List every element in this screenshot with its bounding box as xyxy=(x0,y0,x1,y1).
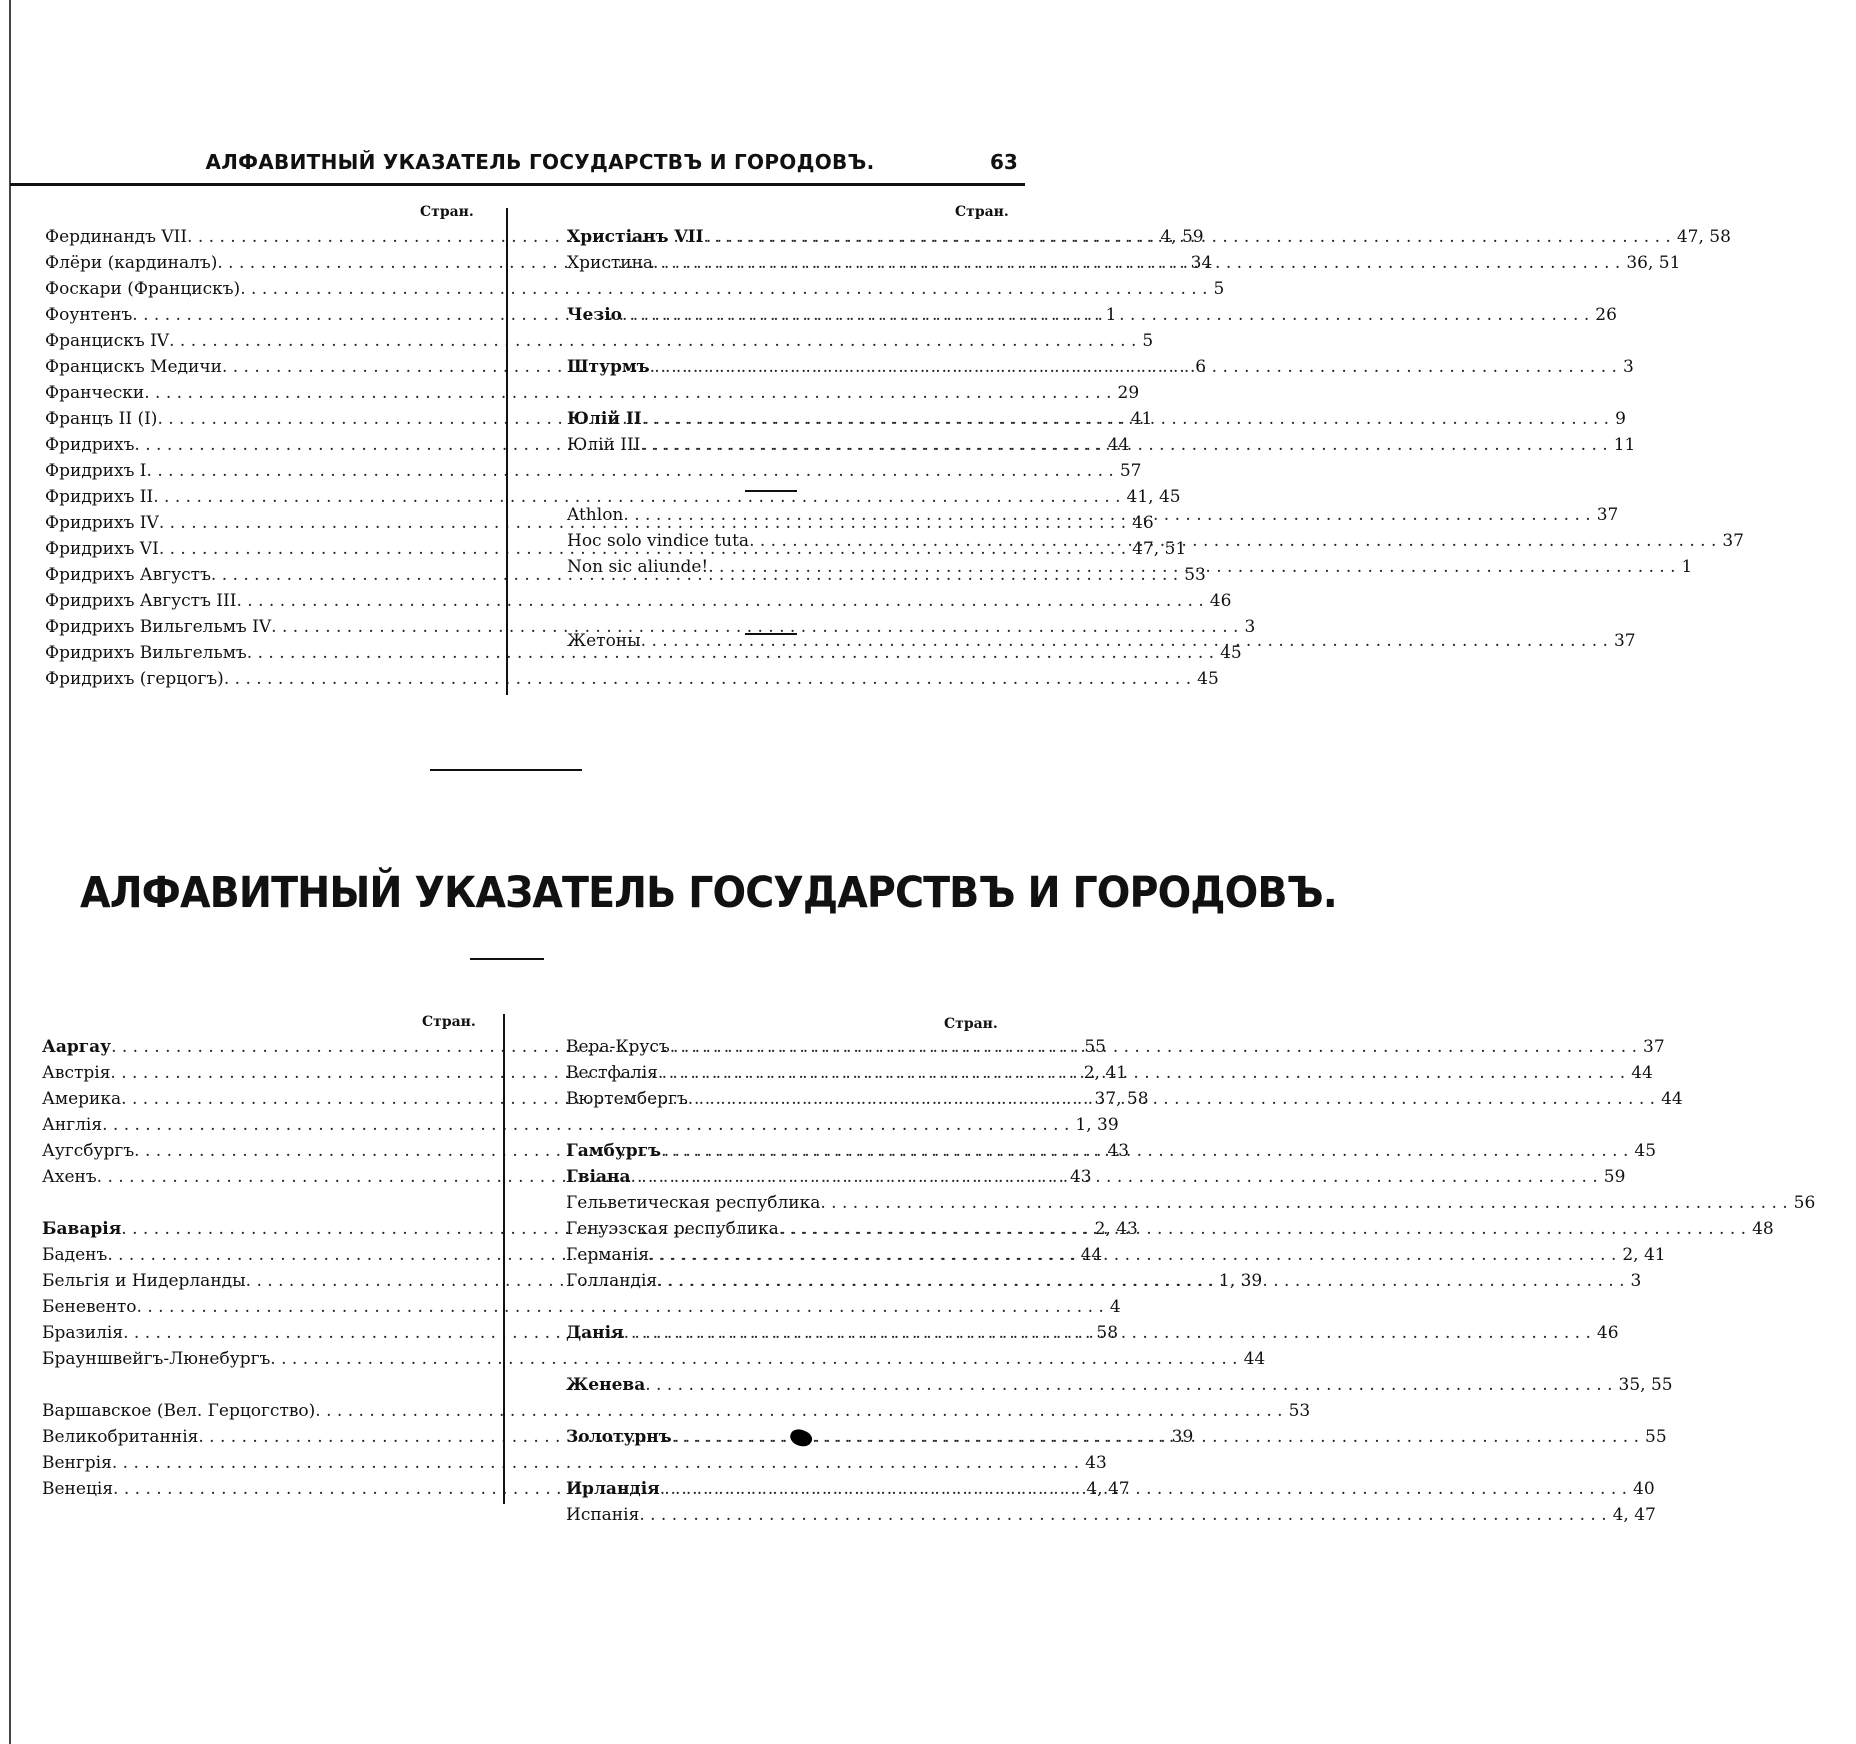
leader-dots xyxy=(661,1138,1628,1164)
page-edge-line xyxy=(9,0,11,1744)
entry-pages: 6 xyxy=(1195,357,1207,377)
leader-dots xyxy=(708,554,1675,580)
leader-dots xyxy=(820,1190,1787,1216)
entry-name: Фердинандъ VII xyxy=(45,227,188,247)
entry-pages: 43 xyxy=(1107,1141,1130,1161)
index-entry xyxy=(45,380,1140,406)
entry-pages: 46 xyxy=(1209,591,1232,611)
entry-pages: 37 xyxy=(1722,531,1744,551)
entry-name: Фридрихъ II xyxy=(45,487,154,507)
entry-pages: 37 xyxy=(1613,631,1636,651)
leader-dots xyxy=(640,432,1607,458)
entry-name: Фридрихъ Августъ III xyxy=(45,591,237,611)
entry-name: Испанія xyxy=(566,1505,640,1525)
leader-dots xyxy=(642,406,1609,432)
entry-pages: 44 xyxy=(1631,1063,1653,1083)
entry-pages: 11 xyxy=(1613,435,1636,455)
entry-pages: 37 xyxy=(1643,1037,1665,1057)
entry-pages: 44 xyxy=(1661,1089,1683,1109)
entry-pages: 44 xyxy=(1107,435,1130,455)
entry-pages: 2, 41 xyxy=(1622,1245,1666,1265)
entry-name: Генуэзская республика xyxy=(566,1219,779,1239)
entry-name: Голландія xyxy=(566,1271,658,1291)
entry-name: Гамбургъ xyxy=(566,1141,662,1161)
entry-pages: 47, 51 xyxy=(1132,539,1187,559)
index-entry xyxy=(45,588,1232,614)
index-entry xyxy=(45,666,1219,692)
leader-dots xyxy=(670,1034,1637,1060)
running-title: АЛФАВИТНЫЙ УКАЗАТЕЛЬ ГОСУДАРСТВЪ И ГОРОДОВЪ. xyxy=(205,150,875,174)
entry-name: Флёри (кардиналъ) xyxy=(45,253,218,273)
entry-pages: 45 xyxy=(1220,643,1242,663)
entry-pages: 43 xyxy=(1069,1167,1092,1187)
entry-pages: 39 xyxy=(1171,1427,1194,1447)
entry-name: Брауншвейгъ-Люнебургъ xyxy=(42,1349,271,1369)
entry-name: Hoc solo vindice tuta xyxy=(567,531,750,551)
index-entry xyxy=(566,1372,1673,1398)
entry-pages: 3 xyxy=(1622,357,1634,377)
entry-pages: 1, 39 xyxy=(1075,1115,1119,1135)
index-entry xyxy=(567,354,1634,380)
index-entry xyxy=(45,614,1256,640)
entry-pages: 4, 47 xyxy=(1086,1479,1130,1499)
entry-pages: 1 xyxy=(1105,305,1117,325)
page-number: 63 xyxy=(990,150,1018,174)
entry-name: Францискъ IV xyxy=(45,331,170,351)
entry-pages: 37, 58 xyxy=(1094,1089,1149,1109)
entry-pages: 5 xyxy=(1142,331,1154,351)
entry-name: Баденъ xyxy=(42,1245,108,1265)
entry-name: Францискъ Медичи xyxy=(45,357,222,377)
section-separator-rule xyxy=(430,769,582,771)
entry-name: Бельгія и Нидерланды xyxy=(42,1271,246,1291)
entry-name: Гвіана xyxy=(566,1167,631,1187)
entry-name: Вюртембергъ xyxy=(566,1089,688,1109)
leader-dots xyxy=(704,224,1671,250)
column-header-page: Стран. xyxy=(955,204,1009,220)
entry-pages: 46 xyxy=(1132,513,1154,533)
entry-name: Athlon xyxy=(567,505,624,525)
entry-pages: 1 xyxy=(1681,557,1693,577)
entry-pages: 44 xyxy=(1243,1349,1266,1369)
entry-pages: 45 xyxy=(1197,669,1219,689)
index-entry xyxy=(42,1346,1266,1372)
entry-name: Чезіо xyxy=(567,305,622,325)
column-divider-top xyxy=(506,208,508,695)
leader-dots xyxy=(649,1242,1616,1268)
entry-name: Non sic aliunde! xyxy=(567,557,709,577)
entry-pages: 3 xyxy=(1630,1271,1642,1291)
leader-dots xyxy=(672,1424,1639,1450)
entry-name: Фридрихъ xyxy=(45,435,135,455)
index-entry xyxy=(42,1398,1311,1424)
leader-dots xyxy=(749,528,1716,554)
entry-name: Францъ II (I) xyxy=(45,409,158,429)
entry-pages: 55 xyxy=(1084,1037,1106,1057)
entry-name: Христина xyxy=(567,253,654,273)
leader-dots xyxy=(658,1060,1625,1086)
leader-dots xyxy=(623,502,1590,528)
leader-dots xyxy=(639,1502,1606,1528)
entry-name: Ааргау xyxy=(42,1037,112,1057)
leader-dots xyxy=(622,302,1589,328)
entry-name: Золотурнъ xyxy=(566,1427,672,1447)
entry-name: Фридрихъ (герцогъ) xyxy=(45,669,224,689)
entry-name: Германія xyxy=(566,1245,650,1265)
entry-pages: 59 xyxy=(1603,1167,1626,1187)
index-entry xyxy=(45,328,1154,354)
entry-name: Жетоны xyxy=(567,631,641,651)
entry-pages: 41, 45 xyxy=(1126,487,1181,507)
leader-dots xyxy=(657,1268,1624,1294)
entry-name: Франчески xyxy=(45,383,145,403)
entry-pages: 29 xyxy=(1117,383,1140,403)
column-header-page: Стран. xyxy=(420,204,474,220)
entry-pages: 47, 58 xyxy=(1676,227,1731,247)
entry-pages: 55 xyxy=(1645,1427,1667,1447)
entry-name: Ирландія xyxy=(566,1479,660,1499)
index-entry xyxy=(42,1450,1107,1476)
entry-name: Варшавское (Вел. Герцогство) xyxy=(42,1401,316,1421)
header-rule xyxy=(10,183,1025,186)
entry-name: Данія xyxy=(566,1323,624,1343)
entry-separator-rule xyxy=(745,490,797,492)
entry-name: Фридрихъ IV xyxy=(45,513,159,533)
column-header-page: Стран. xyxy=(944,1016,998,1032)
leader-dots xyxy=(641,628,1608,654)
entry-pages: 9 xyxy=(1615,409,1626,429)
entry-pages: 36, 51 xyxy=(1626,253,1681,273)
entry-name: Женева xyxy=(566,1375,646,1395)
entry-pages: 40 xyxy=(1633,1479,1655,1499)
index-entry xyxy=(567,302,1617,328)
entry-pages: 53 xyxy=(1288,1401,1311,1421)
index-entry xyxy=(566,1190,1816,1216)
entry-pages: 44 xyxy=(1080,1245,1103,1265)
leader-dots xyxy=(624,1320,1591,1346)
entry-name: Великобританнія xyxy=(42,1427,199,1447)
entry-pages: 4, 47 xyxy=(1612,1505,1656,1525)
entry-pages: 46 xyxy=(1596,1323,1619,1343)
index-entry xyxy=(566,1502,1656,1528)
leader-dots xyxy=(630,1164,1597,1190)
entry-name: Фридрихъ Августъ xyxy=(45,565,211,585)
entry-name: Америка xyxy=(42,1089,122,1109)
entry-pages: 53 xyxy=(1184,565,1206,585)
entry-name: Беневенто xyxy=(42,1297,137,1317)
entry-name: Аугсбургъ xyxy=(42,1141,135,1161)
entry-name: Венгрія xyxy=(42,1453,112,1473)
section-title: АЛФАВИТНЫЙ УКАЗАТЕЛЬ ГОСУДАРСТВЪ И ГОРОДОВЪ. xyxy=(80,868,1337,918)
entry-separator-rule xyxy=(745,633,797,635)
entry-pages: 5 xyxy=(1213,279,1225,299)
column-divider-bottom xyxy=(503,1014,505,1504)
index-entry xyxy=(42,1112,1119,1138)
entry-name: Вера-Крусъ xyxy=(566,1037,670,1057)
entry-pages: 58 xyxy=(1096,1323,1119,1343)
entry-pages: 48 xyxy=(1752,1219,1774,1239)
entry-name: Австрія xyxy=(42,1063,111,1083)
entry-name: Фридрихъ Вильгельмъ IV xyxy=(45,617,272,637)
entry-name: Баварія xyxy=(42,1219,122,1239)
entry-name: Англія xyxy=(42,1115,103,1135)
entry-pages: 3 xyxy=(1244,617,1256,637)
entry-pages: 45 xyxy=(1634,1141,1657,1161)
entry-name: Фридрихъ Вильгельмъ xyxy=(45,643,247,663)
leader-dots xyxy=(653,250,1620,276)
entry-name: Фридрихъ VI xyxy=(45,539,159,559)
leader-dots xyxy=(660,1476,1627,1502)
leader-dots xyxy=(779,1216,1746,1242)
entry-pages: 2, 41 xyxy=(1083,1063,1127,1083)
leader-dots xyxy=(688,1086,1655,1112)
leader-dots xyxy=(645,1372,1612,1398)
index-entry xyxy=(45,276,1225,302)
entry-name: Гельветическая республика xyxy=(566,1193,821,1213)
entry-pages: 26 xyxy=(1595,305,1617,325)
entry-name: Фридрихъ I xyxy=(45,461,147,481)
entry-pages: 37 xyxy=(1596,505,1619,525)
entry-pages: 35, 55 xyxy=(1618,1375,1673,1395)
entry-name: Вестфалія xyxy=(566,1063,658,1083)
index-entry xyxy=(45,484,1181,510)
entry-pages: 4, 59 xyxy=(1160,227,1204,247)
index-entry xyxy=(45,458,1142,484)
entry-name: Юлій III xyxy=(567,435,641,455)
column-header-page: Стран. xyxy=(422,1014,476,1030)
entry-pages: 34 xyxy=(1190,253,1213,273)
index-entry xyxy=(42,1294,1121,1320)
entry-pages: 2, 43 xyxy=(1094,1219,1138,1239)
entry-name: Бразилія xyxy=(42,1323,124,1343)
entry-pages: 41 xyxy=(1130,409,1153,429)
entry-name: Фоскари (Францискъ) xyxy=(45,279,241,299)
leader-dots xyxy=(650,354,1617,380)
entry-pages: 4 xyxy=(1109,1297,1121,1317)
entry-pages: 1, 39 xyxy=(1218,1271,1263,1291)
entry-name: Христіанъ VII xyxy=(567,227,704,247)
entry-pages: 57 xyxy=(1119,461,1142,481)
entry-name: Штурмъ xyxy=(567,357,650,377)
entry-name: Юлій II xyxy=(567,409,642,429)
entry-name: Фоунтенъ xyxy=(45,305,133,325)
title-underline-rule xyxy=(470,958,544,960)
entry-pages: 43 xyxy=(1085,1453,1107,1473)
entry-pages: 56 xyxy=(1793,1193,1816,1213)
entry-name: Ахенъ xyxy=(42,1167,97,1187)
entry-name: Венеція xyxy=(42,1479,114,1499)
